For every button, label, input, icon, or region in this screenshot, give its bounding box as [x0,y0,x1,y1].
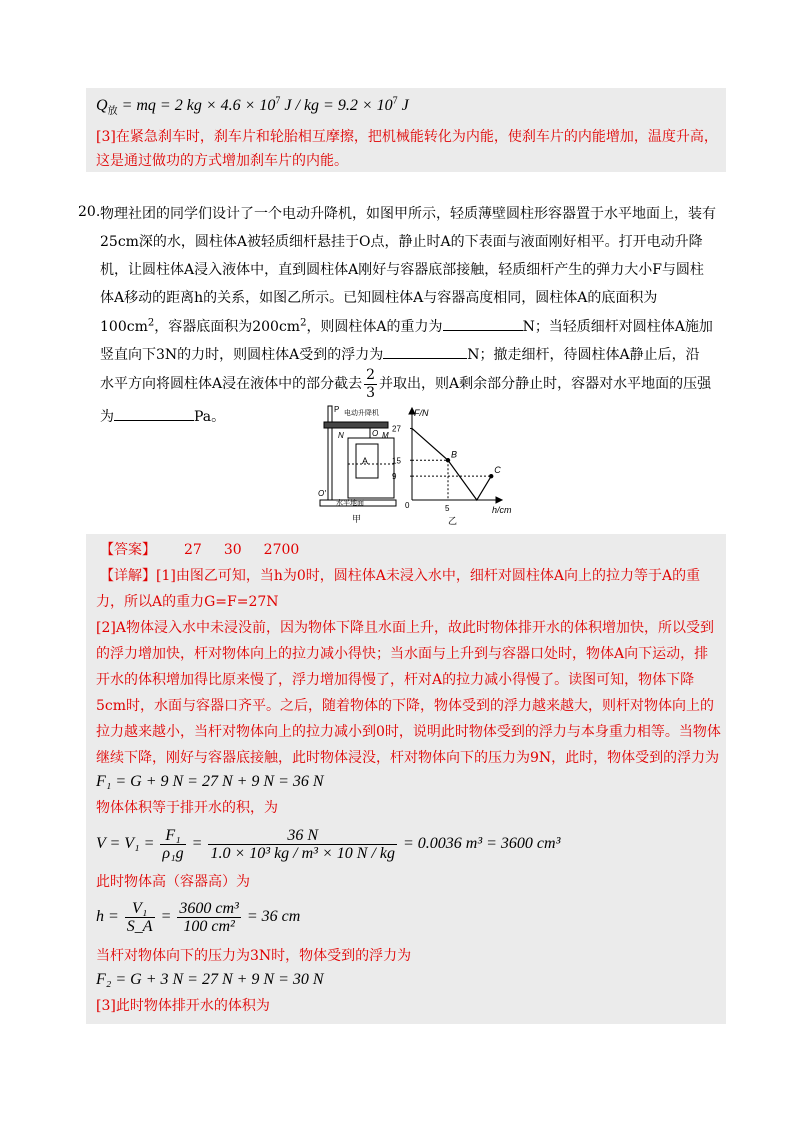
origin-label: 0 [405,501,410,510]
two-thirds-fraction: $\frac{2}{3}$ [366,366,376,401]
question-line-2: 25cm深的水，圆柱体A被轻质细杆悬挂于O点，静止时A的下表面与液面刚好相平。打开电动升降 [100,234,703,250]
jia-caption: 甲 [352,514,362,524]
figure-yi-chart [362,404,522,528]
y-tick-label: 9 [392,472,397,482]
answer-blank-3[interactable] [114,406,194,421]
height-intro: 此时物体高（容器高）为 [96,874,250,890]
y-tick-label: 27 [392,424,401,434]
detail-p2-line-2: 的浮力增加快，杆对物体向上的拉力减小得快；当水面与上升到与容器口处时，物体A向下运动，排 [96,646,709,662]
point-C [489,474,493,478]
detail-p2-line-4: 5cm时，水面与容器口齐平。之后，随着物体的下降，物体受到的浮力越来越大，则杆对物体向上的 [96,698,715,714]
question-line-5: $100cm^2$，容器底面积为$200cm^2$，则圆柱体A的重力为 N；当轻质细杆对圆柱体A施加 [100,317,713,335]
answer-blank-2[interactable] [383,344,467,359]
y-tick-label: 15 [392,456,401,466]
series-line [412,428,491,500]
note-3-line-2: 这是通过做功的方式增加刹车片的内能。 [96,153,348,169]
volume-intro: 物体体积等于排开水的积，为 [96,800,278,816]
detail-label: 【详解】 [100,568,156,584]
equation-buoyancy-2: F₂ = G + 3 N = 27 N + 9 N = 30 N [96,971,324,988]
point-label-C: C [494,465,501,476]
question-line-6: 竖直向下3N的力时，则圆柱体A受到的浮力为 N；撤走细杆，待圆柱体A静止后，沿 [100,344,700,365]
jia-P-label: P [334,405,340,414]
heat-formula: $Q_放$ = mq = 2 kg × $4.6 \times 10^7$ J / kg = $9.2 \times 10^7$ J [96,95,409,118]
detail-p2-line-6: 继续下降，刚好与容器底接触，此时物体浸没，杆对物体向下的压力为9N，此时，物体受到的浮力为 [96,750,720,766]
question-line-7: 水平方向将圆柱体A浸在液体中的部分截去 $\frac{2}{3}$ 并取出，则A剩余部分静止时，容器对水平地面的压强 [100,366,712,401]
jia-ground-label: 水平地面 [336,500,364,507]
answer-label: 【答案】 [100,542,156,558]
jia-Oprime-label: O′ [318,489,326,498]
point-B [446,458,450,462]
answer-blank-1[interactable] [443,316,523,331]
answer-value-3: 2700 [263,542,300,558]
equation-height: h = $\frac{\text{V₁}}{S\_A}$ = $\frac{\text{3600 cm³}}{\text{100 cm²}}$ = 36 cm [96,899,301,935]
question-number: 20. [78,204,101,220]
question-line-3: 机，让圆柱体A浸入液体中，直到圆柱体A刚好与容器底部接触，轻质细杆产生的弹力大小F与圆柱 [100,262,704,278]
force-intro: 当杆对物体向下的压力为3N时，物体受到的浮力为 [96,948,412,964]
answer-value-2: 30 [223,542,242,558]
question-line-4: 体A移动的距离h的关系，如图乙所示。已知圆柱体A与容器高度相同，圆柱体A的底面积为 [100,290,658,306]
yi-caption: 乙 [448,516,458,526]
x-axis-label: h/cm [492,505,512,515]
note-3-line-1: [3]在紧急刹车时，刹车片和轮胎相互摩擦，把机械能转化为内能，使刹车片的内能增加，温度升高， [96,129,718,145]
point-label-B: B [451,449,458,460]
detail-line-2: 力，所以A的重力G=F=27N [96,594,279,610]
detail-p2-line-5: 拉力越来越小，当杆对物体向上的拉力减小到0时，说明此时物体受到的浮力与本身重力相等。当物体 [96,724,721,740]
jia-O-label: O [372,429,379,438]
equation-volume: V = V₁ = $\frac{\text{F₁}}{\text{ρ₁g}}$ = $\frac{36 N}{\text{1.0 × 10³ kg / m³ × 10 N / kg}}$ = 0.0036 m³ = 3600 cm³ [96,826,561,862]
y-axis-label: F/N [414,408,429,418]
question-line-8: 为 Pa。 [100,406,225,427]
equation-buoyancy-1: F₁ = G + 9 N = 27 N + 9 N = 36 N [96,773,324,790]
detail-p2-line-3: 开水的体积增加得比原来慢了，浮力增加得慢了，杆对A的拉力减小得慢了。读图可知，物体下降 [96,672,695,688]
question-line-1: 物理社团的同学们设计了一个电动升降机，如图甲所示，轻质薄壁圆柱形容器置于水平地面上，装有 [100,206,716,222]
detail-last-line: [3]此时物体排开水的体积为 [96,998,270,1014]
jia-A-label: A [362,456,369,466]
jia-N-label: N [338,431,344,440]
answer-value-1: 27 [184,542,202,558]
answer-row [100,540,299,560]
jia-M-label: M [382,431,389,440]
detail-line-1: 【详解】[1]由图乙可知，当h为0时，圆柱体A未浸入水中，细杆对圆柱体A向上的拉力等于A的重 [100,568,701,584]
x-tick-label: 5 [445,504,450,513]
jia-title: 电动升降机 [344,410,379,417]
x-axis-arrow [496,497,502,503]
detail-p2-line-1: [2]A物体浸入水中未浸没前，因为物体下降且水面上升，故此时物体排开水的体积增加快，所以受到 [96,620,714,636]
